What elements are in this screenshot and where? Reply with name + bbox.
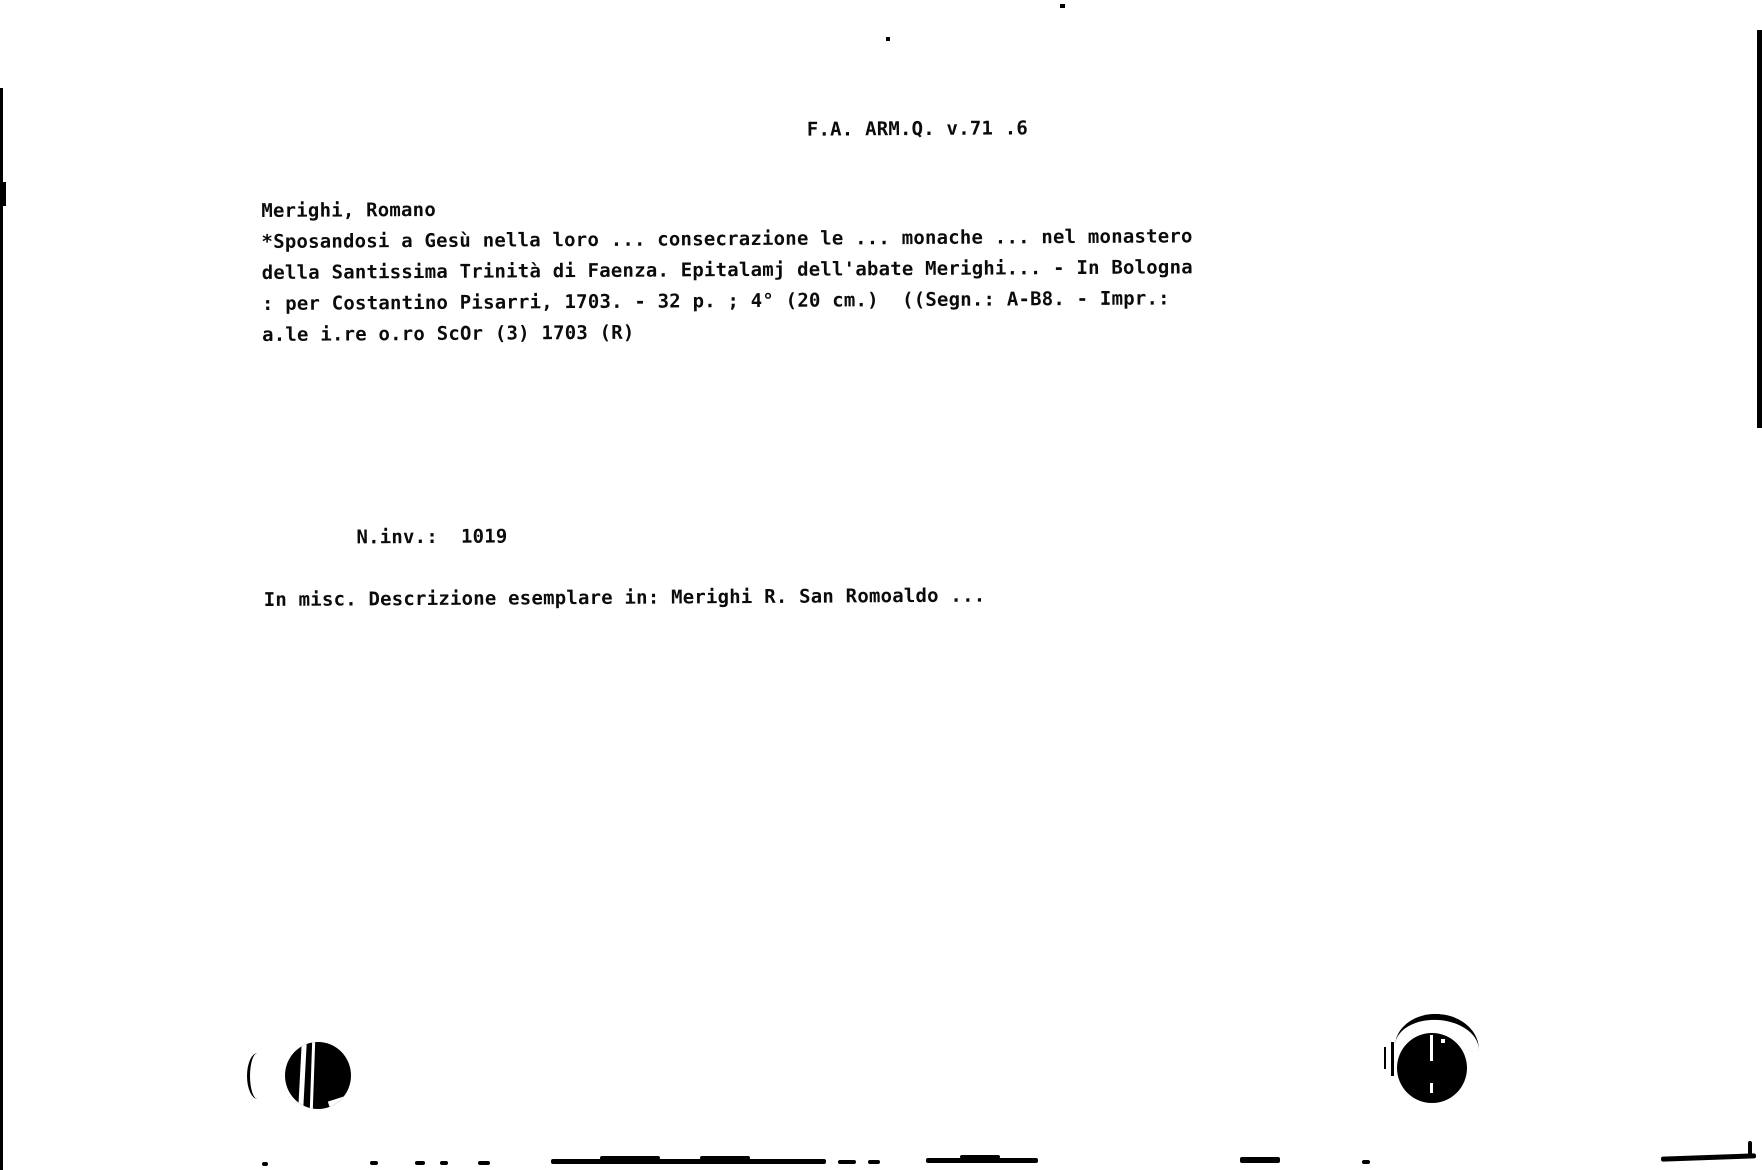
scan-bottom-mark [478, 1161, 490, 1165]
scan-mark [1384, 1047, 1386, 1069]
description-line-4: a.le i.re o.ro ScOr (3) 1703 (R) [262, 321, 635, 346]
scan-speck [1060, 4, 1065, 8]
punch-hole-left [285, 1042, 351, 1109]
scan-bottom-mark [1748, 1141, 1752, 1157]
description-line-1: *Sposandosi a Gesù nella loro ... consecrazione le ... monache ... nel monastero [261, 225, 1193, 253]
punch-hole-left-streak [298, 1042, 306, 1109]
scan-bottom-mark [700, 1156, 750, 1160]
bibliographic-record [261, 190, 1193, 351]
scan-bottom-mark [415, 1161, 425, 1165]
scan-bottom-mark [551, 1159, 826, 1164]
scan-bottom-mark [262, 1162, 268, 1166]
misc-note: In misc. Descrizione esemplare in: Merighi R. San Romoaldo ... [263, 584, 986, 611]
inventory-block [263, 488, 985, 616]
scan-bottom-mark [440, 1161, 448, 1165]
scan-bottom-mark [1362, 1160, 1370, 1164]
author-heading: Merighi, Romano [261, 198, 436, 222]
scan-mark [1391, 1042, 1394, 1076]
description-line-2: della Santissima Trinità di Faenza. Epitalamj dell'abate Merighi... - In Bologna [261, 256, 1193, 284]
punch-hole-right-streak [1430, 1083, 1433, 1093]
inventory-line [263, 488, 985, 585]
scan-bottom-mark [868, 1160, 880, 1164]
inventory-number: 1019 [460, 525, 508, 548]
punch-hole-left-streak [310, 1042, 315, 1109]
scan-edge-left [0, 88, 3, 1170]
description-line-3: : per Costantino Pisarri, 1703. - 32 p. ; 4° (20 cm.) ((Segn.: A-B8. - Impr.: [261, 287, 1170, 315]
scan-bottom-mark [600, 1156, 660, 1160]
punch-hole-left-arc [247, 1053, 268, 1099]
scan-edge-left-blob [0, 182, 6, 206]
call-number: F.A. ARM.Q. v.71 .6 [806, 117, 1029, 141]
inventory-label: N.inv.: [356, 525, 439, 549]
scan-bottom-mark [838, 1160, 856, 1164]
scan-bottom-mark [1240, 1157, 1280, 1163]
scan-bottom-mark [370, 1161, 378, 1165]
scan-speck [886, 37, 890, 41]
scan-edge-right [1757, 30, 1762, 428]
scan-bottom-mark [960, 1155, 1000, 1159]
